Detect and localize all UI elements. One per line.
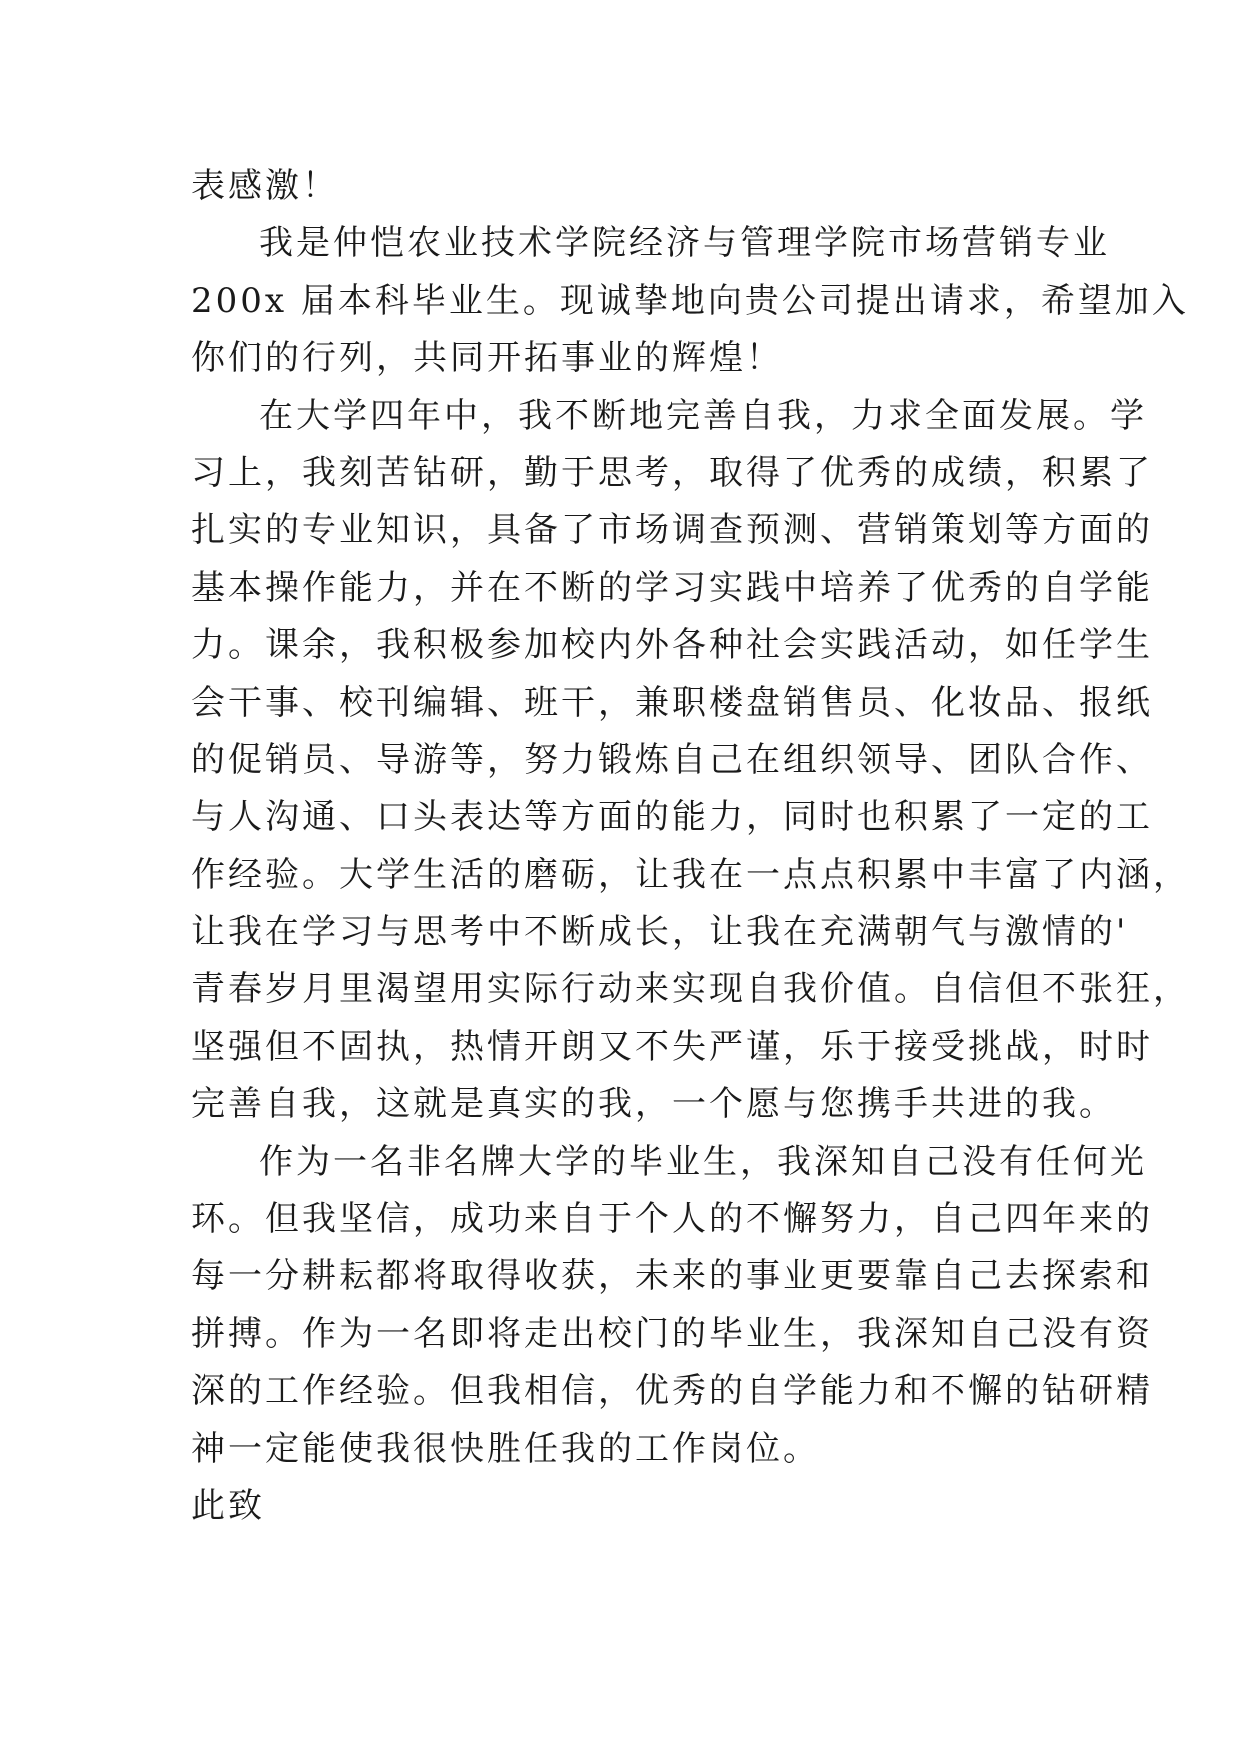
text-line: 青春岁月里渴望用实际行动来实现自我价值。自信但不张狂， <box>191 969 1190 1010</box>
text-line: 每一分耕耘都将取得收获，未来的事业更要靠自己去探索和 <box>191 1256 1153 1297</box>
text-line: 的促销员、导游等，努力锻炼自己在组织领导、团队合作、 <box>191 739 1153 780</box>
text-line: 神一定能使我很快胜任我的工作岗位。 <box>191 1428 820 1469</box>
text-line: 深的工作经验。但我相信，优秀的自学能力和不懈的钻研精 <box>191 1371 1153 1412</box>
text-line: 力。课余，我积极参加校内外各种社会实践活动，如任学生 <box>191 625 1153 666</box>
text-line: 完善自我，这就是真实的我，一个愿与您携手共进的我。 <box>191 1084 1116 1125</box>
text-line: 我是仲恺农业技术学院经济与管理学院市场营销专业 <box>259 223 1110 264</box>
text-line: 200x 届本科毕业生。现诚挚地向贵公司提出请求，希望加入 <box>191 280 1189 321</box>
text-line: 此致 <box>191 1485 265 1526</box>
letter-body <box>191 158 1190 1535</box>
text-line: 让我在学习与思考中不断成长，让我在充满朝气与激情的' <box>191 912 1129 953</box>
text-line: 表感激！ <box>191 166 339 206</box>
text-line: 与人沟通、口头表达等方面的能力，同时也积累了一定的工 <box>191 797 1153 838</box>
text-line: 坚强但不固执，热情开朗又不失严谨，乐于接受挑战，时时 <box>191 1026 1153 1067</box>
text-line: 作经验。大学生活的磨砺，让我在一点点积累中丰富了内涵， <box>191 854 1190 895</box>
text-line: 环。但我坚信，成功来自于个人的不懈努力，自己四年来的 <box>191 1199 1153 1240</box>
text-line: 拼搏。作为一名即将走出校门的毕业生，我深知自己没有资 <box>191 1313 1153 1354</box>
text-line: 在大学四年中，我不断地完善自我，力求全面发展。学 <box>259 395 1147 436</box>
text-line: 会干事、校刊编辑、班干，兼职楼盘销售员、化妆品、报纸 <box>191 682 1153 723</box>
text-line: 扎实的专业知识，具备了市场调查预测、营销策划等方面的 <box>191 510 1153 551</box>
text-line: 习上，我刻苦钻研，勤于思考，取得了优秀的成绩，积累了 <box>191 452 1153 493</box>
text-line: 你们的行列，共同开拓事业的辉煌！ <box>191 338 783 379</box>
text-line: 基本操作能力，并在不断的学习实践中培养了优秀的自学能 <box>191 567 1153 608</box>
text-line: 作为一名非名牌大学的毕业生，我深知自己没有任何光 <box>259 1141 1147 1182</box>
